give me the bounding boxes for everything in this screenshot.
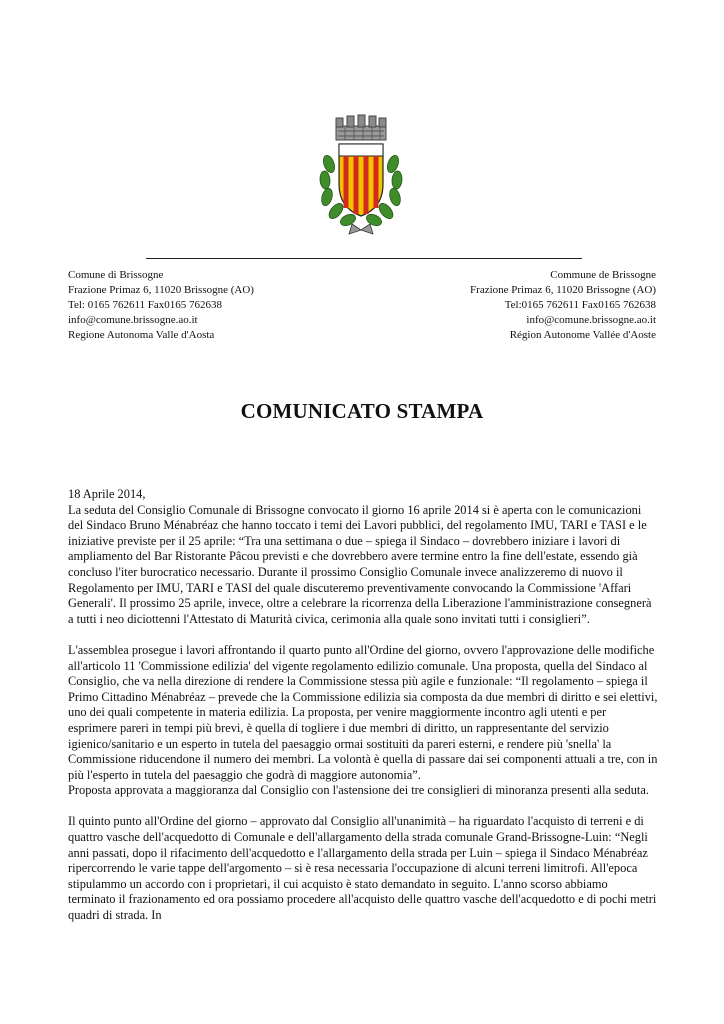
- shield-icon: [339, 144, 383, 216]
- header-divider: [146, 258, 582, 259]
- paragraph: L'assemblea prosegue i lavori affrontando il quarto punto all'Ordine del giorno, ovvero l'approvazione delle modifiche all'articolo 11 'Commissione edilizia' del vigente regolamento edilizio comunale. Una proposta, quella del Sindaco al Consiglio, che va nella direzione di rendere la Commissione stessa più agile e funzionale: “Il regolamento – spiega il Primo Cittadino Ménabréaz – prevede che la Commissione edilizia sia composta da due membri di diritto e sei elettivi, uno dei quali competente in materia edilizia. La proposta, per venire maggiormente incontro agli utenti e per esprimere pareri in tempi più brevi, è quella di togliere i due membri di diritto, un rappresentante del servizio igienico/sanitario e un esperto in tutela del paesaggio ormai sostituiti da pareri esterni, e rendere più 'snella' la Commissione riducendone il numero dei membri. La volontà è quella di passare dai sei componenti attuali a tre, con in più l'esperto in tutela del paesaggio che godrà di maggiore autonomia”. Proposta approvata a maggioranza dal Consiglio con l'astensione dei tre consiglieri di minoranza presenti alla seduta.: [68, 642, 658, 798]
- address-line: Tel: 0165 762611 Fax0165 762638: [68, 299, 223, 311]
- crown-icon: [336, 115, 386, 140]
- address-italian: [68, 268, 254, 343]
- address-line: Frazione Primaz 6, 11020 Brissogne (AO): [68, 284, 254, 296]
- address-line: Comune di Brissogne: [68, 269, 164, 281]
- address-line: info@comune.brissogne.ao.it: [68, 314, 198, 326]
- press-release-body: [68, 487, 658, 924]
- paragraph: Il quinto punto all'Ordine del giorno – approvato dal Consiglio all'unanimità – ha riguardato l'acquisto di terreni e di quattro vasche dell'acquedotto di Comunale e dell'allargamento della strada comunale Grand-Brissogne-Luin: “Negli anni passati, dopo il rifacimento dell'acquedotto e l'allargamento della strada per Luin – spiega il Sindaco Ménabréaz ripercorrendo le varie tappe dell'argomento – si è resa necessaria l'occupazione di alcuni terreni limitrofi. All'epoca stipulammo un accordo con i proprietari, il cui acquisto è stato demandato in seguito. L'anno scorso abbiamo terminato il frazionamento ed ora possiamo procedere all'acquisto delle quattro vasche dell'acquedotto e di pochi metri quadri di strada. In: [68, 814, 657, 923]
- coat-of-arms-icon: [312, 112, 410, 242]
- paragraph: 18 Aprile 2014, La seduta del Consiglio Comunale di Brissogne convocato il giorno 16 aprile 2014 si è aperta con le comunicazioni del Sindaco Bruno Ménabréaz che hanno toccato i temi dei Lavori pubblici, del regolamento IMU, TARI e TASI e le iniziative previste per il 25 aprile: “Tra una settimana o due – spiega il Sindaco – dovrebbero iniziare i lavori di ampliamento del Bar Ristorante Pâcou previsti e che dovrebbero avere termine entro la fine dell'estate, essendo già concluso l'iter burocratico necessario. Durante il prossimo Consiglio Comunale invece analizzeremo di nuovo il Regolamento per IMU, TARI e TASI del quale discuteremo preventivamente convocando la Commissione 'Affari Generali'. Il prossimo 25 aprile, invece, oltre a celebrare la ricorrenza della Liberazione l'amministrazione consegnerà a tutti i neo diciottenni l'Attestato di Maturità civica, cerimonia alla quale sono invitati tutti i consiglieri”.: [68, 487, 652, 626]
- address-line: Commune de Brissogne: [550, 269, 656, 281]
- address-line: Tel:0165 762611 Fax0165 762638: [504, 299, 656, 311]
- address-line: Regione Autonoma Valle d'Aosta: [68, 329, 215, 341]
- address-line: Frazione Primaz 6, 11020 Brissogne (AO): [470, 284, 656, 296]
- page-title: COMUNICATO STAMPA: [240, 399, 484, 423]
- address-line: Région Autonome Vallée d'Aoste: [509, 329, 656, 341]
- address-french: [470, 268, 656, 343]
- address-line: info@comune.brissogne.ao.it: [526, 314, 656, 326]
